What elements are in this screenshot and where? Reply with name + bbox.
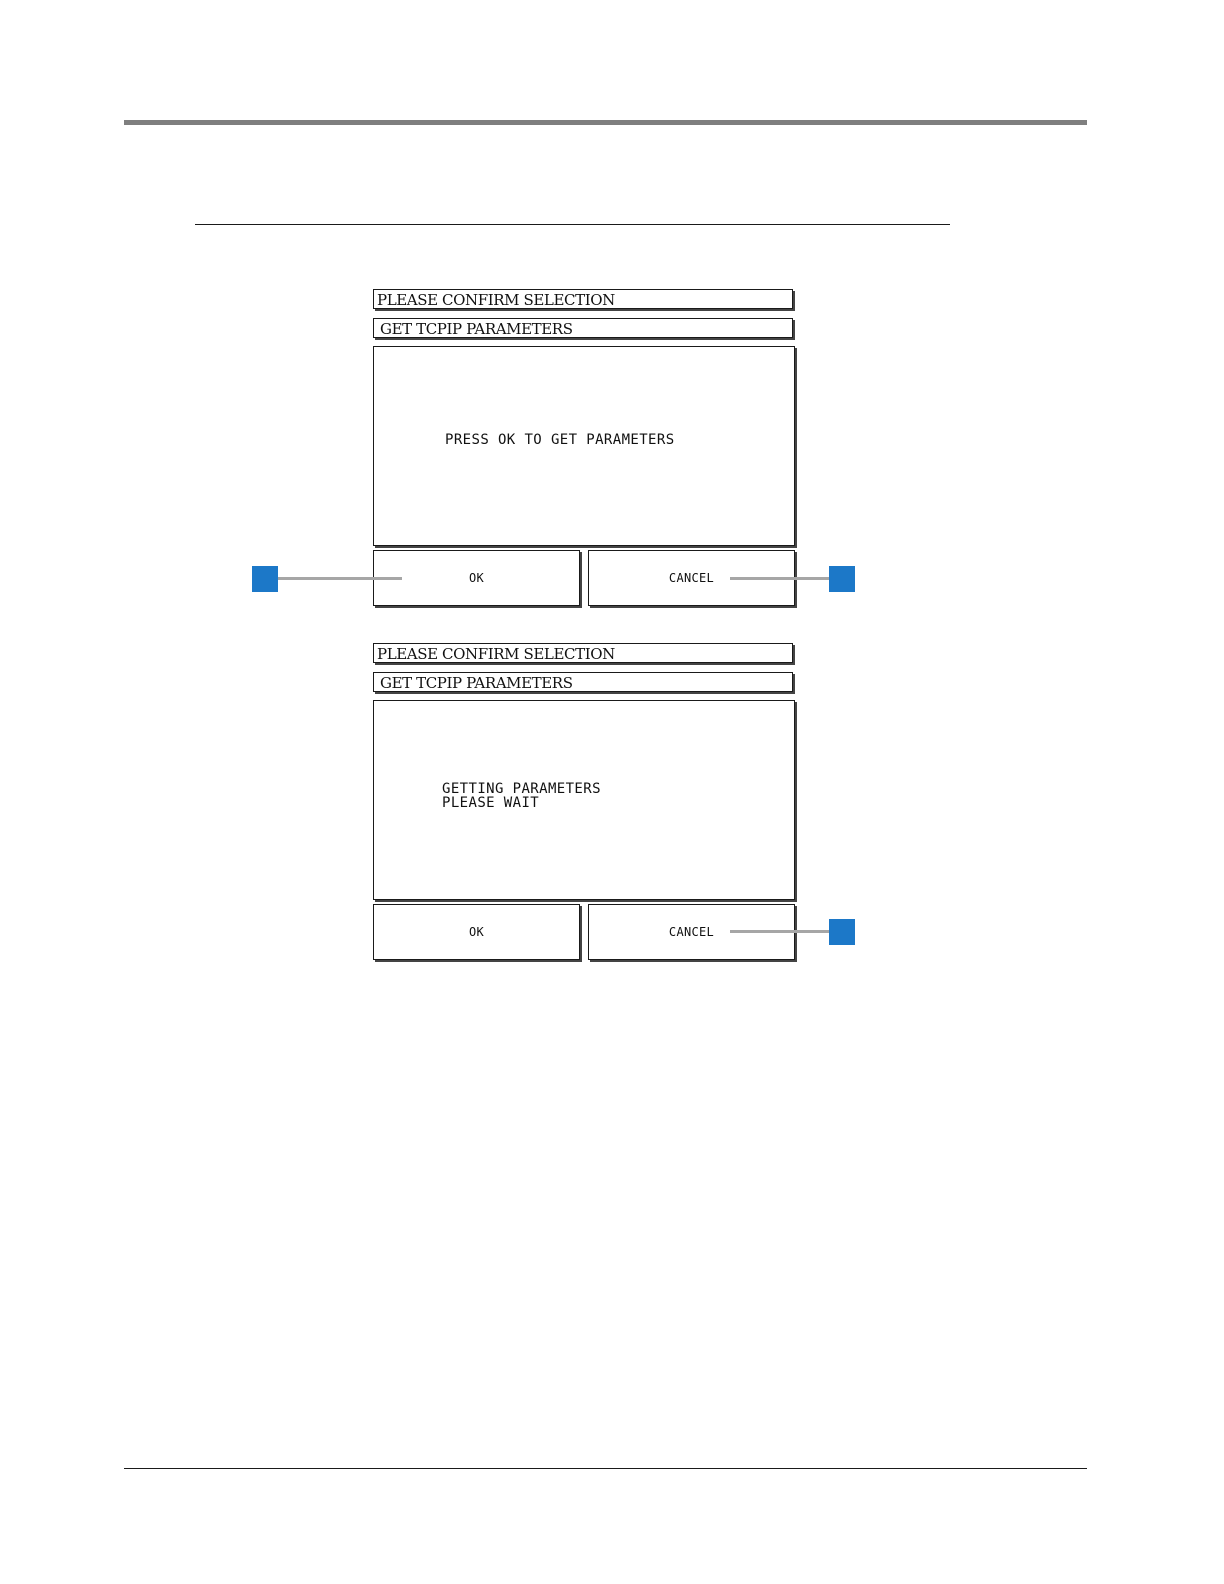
ok-button[interactable]: OK	[373, 550, 580, 606]
cancel-button[interactable]: CANCEL	[588, 904, 795, 960]
callout-marker-cancel-2	[829, 919, 855, 945]
message-panel	[373, 700, 795, 900]
callout-leader-cancel	[730, 577, 829, 580]
message-line: PRESS OK TO GET PARAMETERS	[445, 432, 675, 448]
screen-title: PLEASE CONFIRM SELECTION	[373, 289, 793, 309]
message-panel	[373, 346, 795, 546]
screen-title: PLEASE CONFIRM SELECTION	[373, 643, 793, 663]
message-line-1: GETTING PARAMETERS	[442, 781, 601, 797]
header-rule	[124, 120, 1087, 125]
screen-subtitle: GET TCPIP PARAMETERS	[373, 318, 793, 338]
callout-marker-ok	[252, 566, 278, 592]
message-line-2: PLEASE WAIT	[442, 795, 540, 811]
callout-marker-cancel	[829, 566, 855, 592]
cancel-button[interactable]: CANCEL	[588, 550, 795, 606]
callout-leader-ok	[278, 577, 402, 580]
section-rule	[195, 224, 950, 225]
callout-leader-cancel-2	[730, 930, 829, 933]
footer-rule	[124, 1468, 1087, 1469]
ok-button[interactable]: OK	[373, 904, 580, 960]
screen-subtitle: GET TCPIP PARAMETERS	[373, 672, 793, 692]
